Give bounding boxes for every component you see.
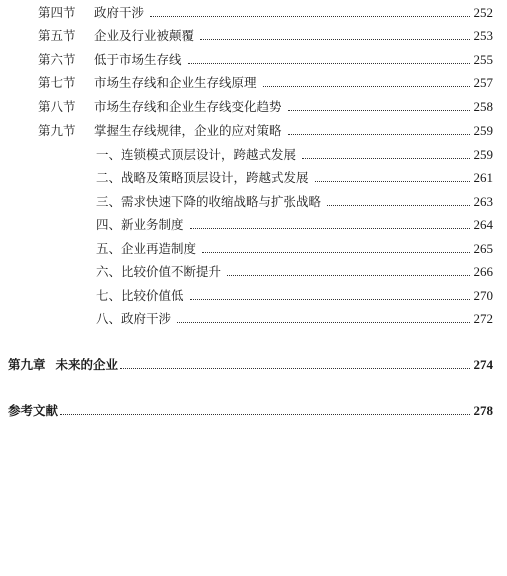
toc-entry-subsection-1[interactable] — [96, 145, 493, 165]
subsection-title: 六、比较价值不断提升 — [96, 264, 222, 279]
dot-leader — [202, 251, 469, 253]
toc-entry-subsection-4[interactable] — [96, 215, 493, 235]
page-number: 278 — [473, 403, 493, 418]
dot-leader — [288, 109, 470, 111]
dot-leader — [120, 367, 469, 369]
page-number: 258 — [473, 99, 493, 114]
section-title: 市场生存线和企业生存线原理 — [94, 75, 257, 90]
page-number: 264 — [473, 217, 493, 232]
section-number: 第五节 — [38, 28, 76, 43]
toc-entry-section-6[interactable] — [38, 50, 493, 70]
toc-entry-subsection-6[interactable] — [96, 262, 493, 282]
chapter-title: 未来的企业 — [55, 357, 119, 372]
subsection-title: 三、需求快速下降的收缩战略与扩张战略 — [96, 194, 322, 209]
page-number: 252 — [473, 5, 493, 20]
subsection-title: 一、连锁模式顶层设计，跨越式发展 — [96, 147, 297, 162]
dot-leader — [302, 157, 469, 159]
toc-entry-section-9[interactable] — [38, 121, 493, 141]
toc-entry-subsection-2[interactable] — [96, 168, 493, 188]
section-title: 掌握生存线规律，企业的应对策略 — [94, 123, 282, 138]
subsection-title: 四、新业务制度 — [96, 217, 184, 232]
section-number: 第九节 — [38, 123, 76, 138]
page-number: 255 — [473, 52, 493, 67]
section-title: 市场生存线和企业生存线变化趋势 — [94, 99, 282, 114]
toc-entry-subsection-3[interactable] — [96, 192, 493, 212]
toc-entry-section-8[interactable] — [38, 97, 493, 117]
dot-leader — [60, 413, 469, 415]
toc-entry-section-5[interactable] — [38, 26, 493, 46]
chapter-number: 第九章 — [8, 357, 46, 372]
section-number: 第七节 — [38, 75, 76, 90]
page-number: 263 — [473, 194, 493, 209]
dot-leader — [200, 38, 469, 40]
page-number: 259 — [473, 123, 493, 138]
section-title: 企业及行业被颠覆 — [94, 28, 195, 43]
section-number: 第六节 — [38, 52, 76, 67]
toc-entry-subsection-8[interactable] — [96, 309, 493, 329]
dot-leader — [227, 274, 469, 276]
toc-entry-subsection-7[interactable] — [96, 286, 493, 306]
dot-leader — [177, 321, 469, 323]
subsection-title: 七、比较价值低 — [96, 288, 184, 303]
dot-leader — [150, 15, 469, 17]
page-number: 272 — [473, 311, 493, 326]
page-number: 253 — [473, 28, 493, 43]
dot-leader — [190, 227, 470, 229]
toc-entry-chapter-9[interactable] — [8, 355, 493, 375]
toc-entry-references[interactable] — [8, 401, 493, 421]
page-number: 259 — [473, 147, 493, 162]
dot-leader — [190, 298, 470, 300]
page-number: 261 — [473, 170, 493, 185]
references-title: 参考文献 — [8, 403, 59, 418]
page-number: 266 — [473, 264, 493, 279]
page-number: 270 — [473, 288, 493, 303]
section-title: 低于市场生存线 — [94, 52, 182, 67]
dot-leader — [288, 133, 470, 135]
dot-leader — [315, 180, 470, 182]
dot-leader — [263, 85, 470, 87]
page-number: 274 — [473, 357, 493, 372]
subsection-title: 八、政府干涉 — [96, 311, 172, 326]
section-number: 第四节 — [38, 5, 76, 20]
subsection-title: 二、战略及策略顶层设计，跨越式发展 — [96, 170, 309, 185]
section-title: 政府干涉 — [94, 5, 145, 20]
toc-entry-section-7[interactable] — [38, 73, 493, 93]
subsection-title: 五、企业再造制度 — [96, 241, 197, 256]
page-number: 257 — [473, 75, 493, 90]
section-number: 第八节 — [38, 99, 76, 114]
toc-entry-section-4[interactable] — [38, 3, 493, 23]
dot-leader — [327, 204, 469, 206]
page-number: 265 — [473, 241, 493, 256]
dot-leader — [188, 62, 470, 64]
toc-entry-subsection-5[interactable] — [96, 239, 493, 259]
